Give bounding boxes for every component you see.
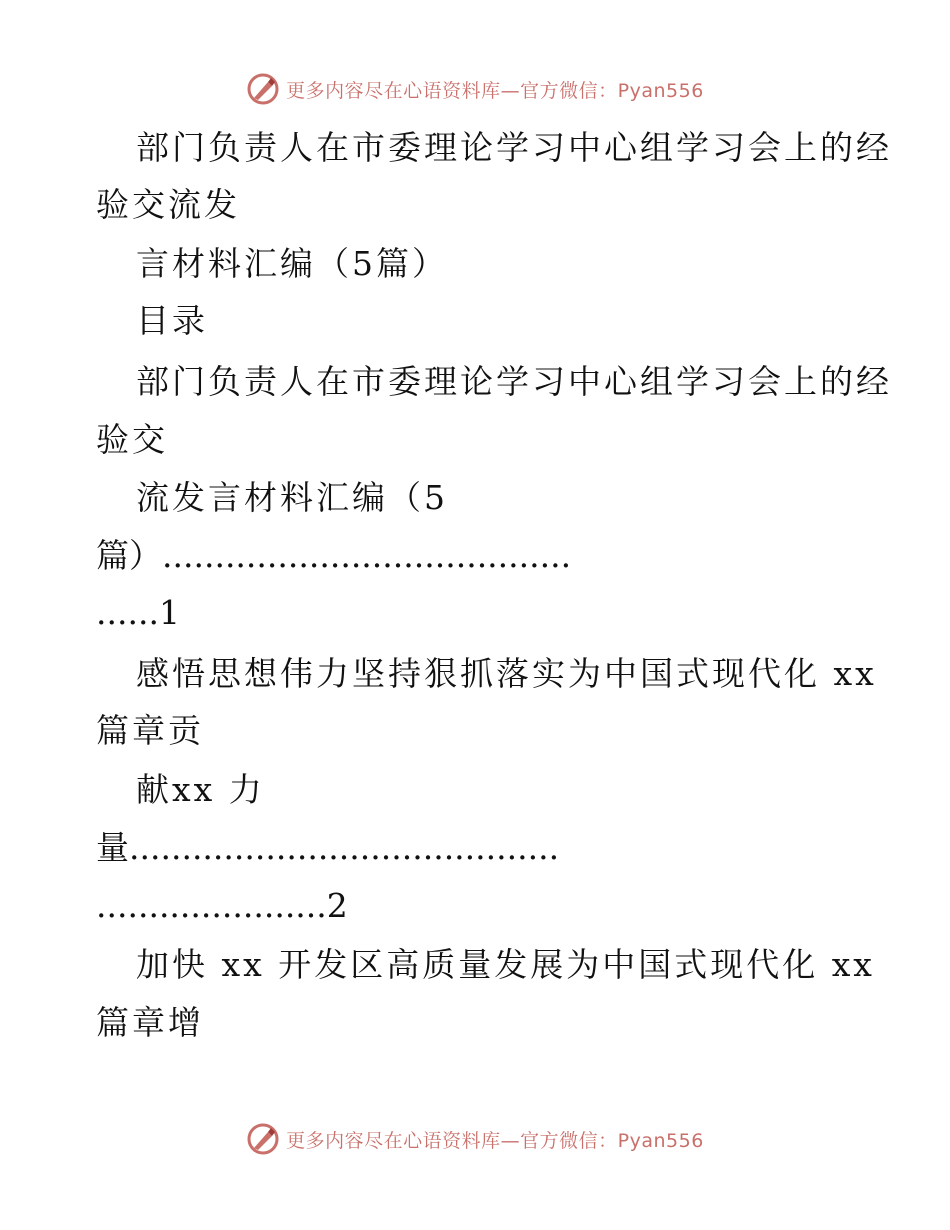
toc-page-number-line: ......1 bbox=[96, 593, 180, 632]
toc-entry-line: 篇章增 bbox=[96, 1003, 204, 1042]
pen-logo-icon bbox=[246, 1122, 280, 1156]
watermark-footer bbox=[0, 1122, 950, 1156]
toc-entry-line: 部门负责人在市委理论学习中心组学习会上的经 bbox=[136, 362, 892, 401]
toc-leader-line: 量......................................... bbox=[96, 828, 560, 867]
toc-page-number-line: ......................2 bbox=[96, 886, 348, 925]
toc-entry-line: 加快 xx 开发区高质量发展为中国式现代化 xx bbox=[136, 945, 875, 984]
toc-leader-line: 篇）....................................... bbox=[96, 536, 572, 575]
toc-entry-line: 篇章贡 bbox=[96, 711, 204, 750]
toc-entry-line: 流发言材料汇编（5 bbox=[136, 478, 448, 517]
watermark-text: 更多内容尽在心语资料库—官方微信：Pyan556 bbox=[286, 1129, 704, 1152]
toc-entry-line: 验交 bbox=[96, 420, 168, 459]
doc-line: 部门负责人在市委理论学习中心组学习会上的经 bbox=[136, 128, 892, 167]
toc-entry-line: 献xx 力 bbox=[136, 770, 265, 809]
watermark-text: 更多内容尽在心语资料库—官方微信：Pyan556 bbox=[286, 79, 704, 102]
toc-entry-line: 感悟思想伟力坚持狠抓落实为中国式现代化 xx bbox=[136, 654, 877, 693]
doc-line: 验交流发 bbox=[96, 185, 240, 224]
pen-logo-icon bbox=[246, 72, 280, 106]
doc-line: 言材料汇编（5篇） bbox=[136, 244, 448, 283]
toc-heading: 目录 bbox=[136, 301, 208, 340]
watermark-header bbox=[0, 72, 950, 106]
